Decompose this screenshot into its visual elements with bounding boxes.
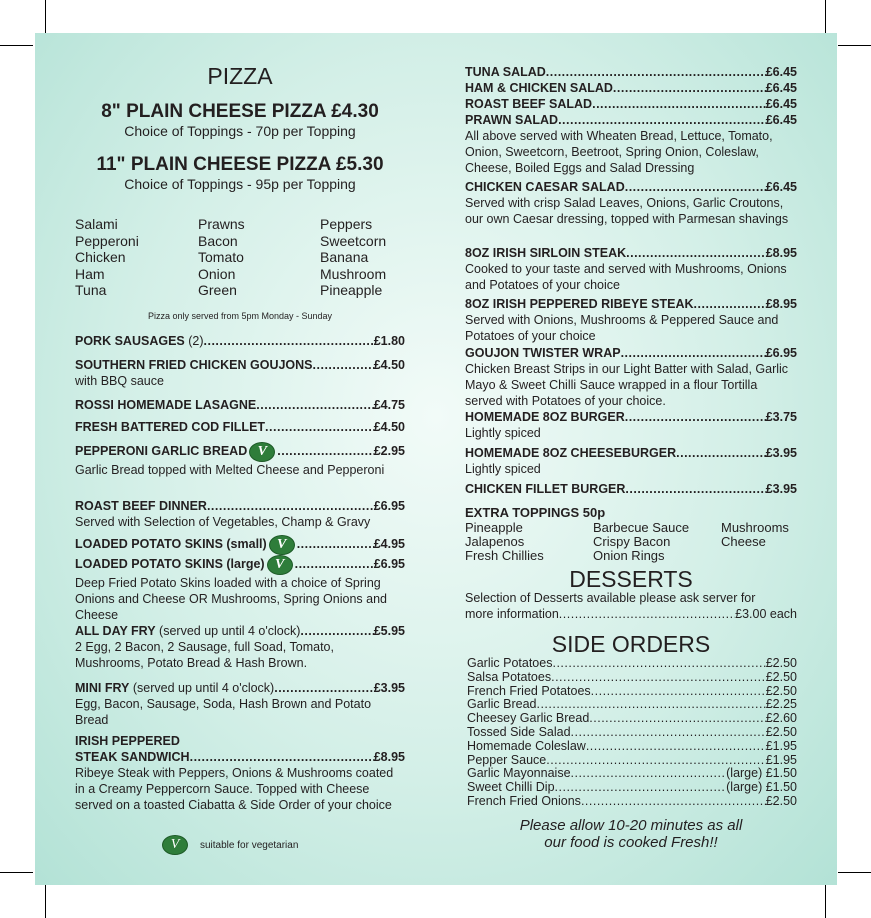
desserts-price: £3.00 each: [735, 607, 797, 621]
item-name: STEAK SANDWICH: [75, 750, 190, 764]
item-price: £8.95: [765, 246, 797, 260]
item-description: All above served with Wheaten Bread, Lettuce, Tomato, Onion, Sweetcorn, Beetroot, Spring Onion, Coleslaw, Cheese, Boiled Eggs and Salad Dressing: [465, 129, 773, 175]
menu-item-potato-skins: [75, 535, 405, 623]
item-price: £4.75: [373, 398, 405, 412]
item-name: ROAST BEEF SALAD: [465, 97, 593, 111]
menu-item-roast-beef-dinner: [75, 498, 405, 530]
item-description: Lightly spiced: [465, 426, 541, 440]
item-name: HOMEMADE 8OZ CHEESEBURGER: [465, 446, 677, 460]
crop-mark: [0, 872, 33, 873]
desserts-heading: DESSERTS: [569, 566, 693, 592]
item-price: £6.45: [765, 81, 797, 95]
vegetarian-icon: V: [249, 442, 275, 462]
side-order-price: £2.60: [765, 711, 797, 726]
topping: Pineapple: [320, 282, 383, 298]
item-price: £6.45: [765, 113, 797, 127]
item-name: TUNA SALAD: [465, 65, 546, 79]
pizza-heading: PIZZA: [207, 63, 273, 89]
menu-item-chicken-fillet-burger: [465, 481, 797, 497]
item-price: £6.95: [373, 499, 405, 513]
item-name: ROSSI HOMEMADE LASAGNE: [75, 398, 257, 412]
extra-topping: Crispy Bacon: [593, 534, 671, 549]
extra-topping: Jalapenos: [465, 534, 525, 549]
vegetarian-legend: [160, 835, 298, 855]
item-description: Cooked to your taste and served with Mushrooms, Onions and Potatoes of your choice: [465, 262, 787, 292]
toppings-column-3: [320, 216, 386, 299]
side-order-price: £2.50: [765, 724, 797, 739]
pizza-hours-note: Pizza only served from 5pm Monday - Sunday: [147, 311, 333, 321]
item-name: HOMEMADE 8OZ BURGER: [465, 410, 625, 424]
item-name: MINI FRY: [75, 681, 130, 695]
item-name: ROAST BEEF DINNER: [75, 499, 207, 513]
side-order-price: £2.50: [765, 683, 797, 698]
extra-toppings-heading: EXTRA TOPPINGS 50p: [465, 505, 606, 520]
item-description: Ribeye Steak with Peppers, Onions & Mushrooms coated in a Creamy Peppercorn Sauce. Topped with Cheese served on a toasted Ciabatta & Side Order of your choice: [75, 766, 394, 812]
menu-item-lasagne: [75, 397, 405, 413]
item-price: £6.45: [765, 180, 797, 194]
topping: Tomato: [198, 249, 244, 265]
side-order-row: [467, 698, 797, 712]
side-order-row: [467, 726, 797, 740]
side-order-row: [467, 767, 797, 781]
item-name: 8OZ IRISH PEPPERED RIBEYE STEAK: [465, 297, 694, 311]
side-order-row: [467, 671, 797, 685]
item-price: £4.50: [373, 420, 405, 434]
crop-mark: [45, 0, 46, 33]
item-price: £1.80: [373, 334, 405, 348]
item-price: £2.95: [373, 444, 405, 458]
side-order-name: Pepper Sauce: [467, 752, 547, 767]
topping: Pepperoni: [75, 232, 139, 249]
item-name: SOUTHERN FRIED CHICKEN GOUJONS: [75, 358, 313, 372]
menu-item-ribeye-steak: [465, 296, 797, 344]
item-name: PEPPERONI GARLIC BREAD: [75, 444, 248, 458]
side-order-row: [467, 795, 797, 809]
item-description: with BBQ sauce: [75, 374, 164, 388]
menu-item-steak-sandwich: [75, 733, 405, 813]
side-order-name: Salsa Potatoes: [467, 669, 552, 684]
extras-column-2: [593, 521, 689, 563]
topping: Banana: [320, 249, 369, 265]
vegetarian-icon: V: [269, 535, 295, 555]
extra-topping: Mushrooms: [721, 520, 789, 535]
preparation-note-line: Please allow 10-20 minutes as all: [519, 817, 743, 834]
item-name: GOUJON TWISTER WRAP: [465, 346, 621, 360]
item-name: IRISH PEPPERED: [75, 734, 180, 748]
desserts-info: [465, 590, 797, 622]
menu-item-all-day-fry: [75, 623, 405, 671]
topping: Mushroom: [320, 265, 387, 282]
extra-topping: Onion Rings: [593, 548, 665, 563]
menu-item-chicken-caesar-salad: [465, 179, 797, 227]
extras-column-1: [465, 521, 544, 563]
topping: Chicken: [75, 249, 126, 265]
item-price: £5.95: [373, 624, 405, 638]
item-description: Garlic Bread topped with Melted Cheese and Pepperoni: [75, 463, 385, 477]
preparation-note: [465, 817, 797, 851]
crop-mark: [45, 885, 46, 918]
item-price: £3.75: [765, 410, 797, 424]
side-orders-heading: SIDE ORDERS: [551, 631, 711, 657]
side-order-row: [467, 685, 797, 699]
extra-topping: Cheese: [721, 534, 766, 549]
item-price: £6.45: [765, 97, 797, 111]
item-price: £8.95: [373, 750, 405, 764]
extra-topping: Pineapple: [465, 520, 523, 535]
item-name: PORK SAUSAGES: [75, 334, 185, 348]
item-price: £3.95: [765, 482, 797, 496]
pizza-11-title: 11" PLAIN CHEESE PIZZA £5.30: [96, 154, 384, 175]
side-order-price: £2.50: [765, 793, 797, 808]
topping: Peppers: [320, 216, 373, 232]
side-order-name: Garlic Potatoes: [467, 656, 553, 670]
item-name: CHICKEN FILLET BURGER: [465, 482, 626, 496]
menu-item-mini-fry: [75, 680, 405, 728]
side-order-name: Cheesey Garlic Bread: [467, 711, 590, 726]
menu-sheet: [35, 33, 837, 885]
side-order-price: £1.95: [765, 738, 797, 753]
menu-item-pepperoni-garlic-bread: [75, 442, 405, 478]
side-order-name: Tossed Side Salad: [467, 724, 571, 739]
vegetarian-icon: V: [162, 835, 188, 855]
topping: Bacon: [198, 232, 238, 249]
crop-mark: [838, 45, 871, 46]
extra-topping: Barbecue Sauce: [593, 520, 690, 535]
item-name: LOADED POTATO SKINS (small): [75, 537, 267, 551]
side-order-name: French Fried Potatoes: [467, 683, 591, 698]
topping: Ham: [75, 265, 105, 282]
item-price: £6.45: [765, 65, 797, 79]
item-name: 8OZ IRISH SIRLOIN STEAK: [465, 246, 627, 260]
side-order-row: [467, 754, 797, 768]
menu-item-cod-fillet: [75, 419, 405, 435]
menu-item-cheeseburger: [465, 445, 797, 477]
side-order-row: [467, 781, 797, 795]
pizza-11-subtitle: Choice of Toppings - 95p per Topping: [124, 176, 356, 192]
crop-mark: [0, 45, 33, 46]
item-description: 2 Egg, 2 Bacon, 2 Sausage, full Soad, Tomato, Mushrooms, Potato Bread & Hash Brown.: [75, 640, 334, 670]
crop-mark: [838, 872, 871, 873]
item-description: Deep Fried Potato Skins loaded with a choice of Spring Onions and Cheese OR Mushrooms, Spring Onions and Cheese: [75, 576, 387, 622]
crop-mark: [825, 0, 826, 33]
item-price: £4.50: [373, 358, 405, 372]
desserts-description: more information: [465, 607, 559, 621]
item-description: Served with Selection of Vegetables, Champ & Gravy: [75, 515, 371, 529]
item-price: £6.95: [373, 557, 405, 571]
side-order-price: £1.95: [765, 752, 797, 767]
side-order-price: (large) £1.50: [726, 780, 797, 795]
item-name: CHICKEN CAESAR SALAD: [465, 180, 625, 194]
preparation-note-line: our food is cooked Fresh!!: [544, 834, 718, 851]
side-order-name: Garlic Bread: [467, 697, 537, 712]
topping: Sweetcorn: [320, 232, 387, 249]
vegetarian-legend-text: suitable for vegetarian: [200, 839, 299, 851]
side-order-name: Sweet Chilli Dip: [467, 780, 555, 795]
item-price: £3.95: [373, 681, 405, 695]
item-name: PRAWN SALAD: [465, 113, 559, 127]
toppings-column-1: [75, 216, 139, 299]
side-orders-list: [467, 657, 797, 809]
item-price: £4.95: [373, 537, 405, 551]
item-price: £6.95: [765, 346, 797, 360]
extras-column-3: [721, 521, 789, 549]
item-description: Egg, Bacon, Sausage, Soda, Hash Brown and Potato Bread: [75, 697, 372, 727]
item-note: (served up until 4 o'clock): [129, 681, 275, 695]
side-order-name: Garlic Mayonnaise: [467, 766, 571, 781]
item-name: FRESH BATTERED COD FILLET: [75, 420, 266, 434]
extra-topping: Fresh Chillies: [465, 548, 544, 563]
item-price: £3.95: [765, 446, 797, 460]
topping: Salami: [75, 216, 118, 232]
item-description: Chicken Breast Strips in our Light Batter with Salad, Garlic Mayo & Sweet Chilli Sauce wrapped in a flour Tortilla served with Potatoes of your choice.: [465, 362, 789, 408]
item-name: HAM & CHICKEN SALAD: [465, 81, 613, 95]
item-price: £8.95: [765, 297, 797, 311]
topping: Prawns: [198, 216, 245, 232]
crop-mark: [825, 885, 826, 918]
topping: Green: [198, 282, 237, 298]
desserts-description: Selection of Desserts available please ask server for: [465, 591, 756, 605]
topping: Tuna: [75, 282, 107, 298]
menu-item-burger: [465, 409, 797, 441]
menu-item-goujon-twister-wrap: [465, 345, 797, 409]
vegetarian-icon: V: [267, 555, 293, 575]
item-note: (2): [184, 334, 204, 348]
pizza-8-title: 8" PLAIN CHEESE PIZZA £4.30: [101, 101, 379, 122]
side-order-price: (large) £1.50: [726, 766, 797, 781]
side-order-row: [467, 740, 797, 754]
menu-item-chicken-goujons: [75, 357, 405, 389]
item-name: ALL DAY FRY: [75, 624, 156, 638]
item-description: Served with crisp Salad Leaves, Onions, Garlic Croutons, our own Caesar dressing, topped with Parmesan shavings: [465, 196, 789, 226]
salads-group: [465, 64, 797, 176]
side-order-name: French Fried Onions: [467, 793, 581, 808]
item-description: Served with Onions, Mushrooms & Peppered Sauce and Potatoes of your choice: [465, 313, 779, 343]
item-name: LOADED POTATO SKINS (large): [75, 557, 265, 571]
side-order-price: £2.25: [765, 697, 797, 712]
pizza-8-subtitle: Choice of Toppings - 70p per Topping: [124, 123, 356, 139]
side-order-price: £2.50: [765, 669, 797, 684]
side-order-row: [467, 657, 797, 671]
item-note: (served up until 4 o'clock): [155, 624, 301, 638]
side-order-row: [467, 712, 797, 726]
menu-item-sirloin-steak: [465, 245, 797, 293]
side-order-price: £2.50: [765, 656, 797, 670]
side-order-name: Homemade Coleslaw: [467, 738, 586, 753]
topping: Onion: [198, 265, 236, 282]
menu-item-pork-sausages: [75, 333, 405, 349]
toppings-column-2: [198, 216, 245, 299]
item-description: Lightly spiced: [465, 462, 541, 476]
